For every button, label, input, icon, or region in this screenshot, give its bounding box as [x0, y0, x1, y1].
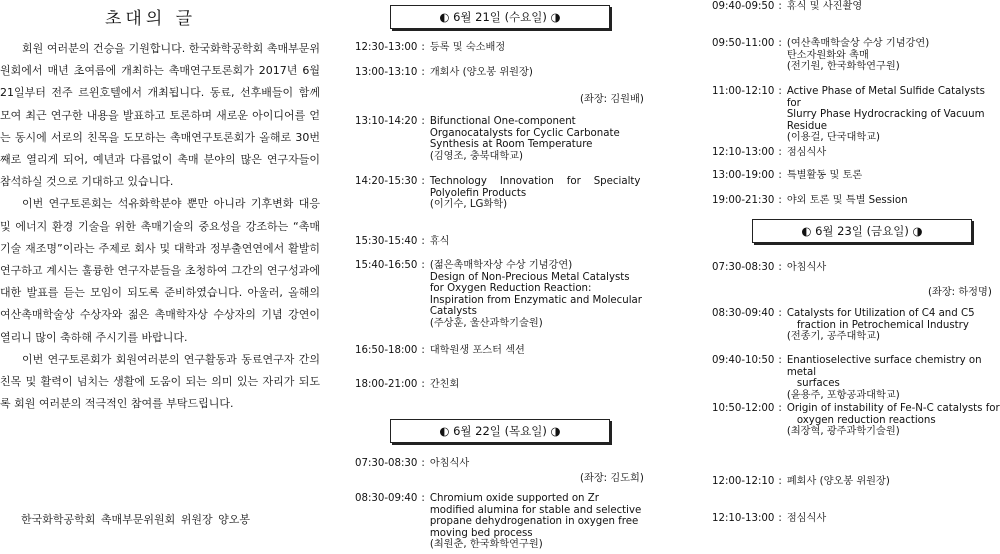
schedule-row: 18:00-21:00 : 간친회: [355, 379, 460, 390]
schedule-row: 09:40-09:50 : 휴식 및 사진촬영: [712, 1, 863, 12]
session-chair: (좌장: 김도희): [580, 473, 644, 484]
row-text: for Oxygen Reduction Reaction:: [429, 283, 592, 294]
row-time: 15:40-16:50: [355, 260, 418, 271]
schedule-row: 14:20-15:30 : Technology Innovation for Specialty Polyolefin Products (이기수, LG화학): [355, 176, 652, 211]
row-text: 휴식: [429, 236, 450, 247]
row-text: Technology Innovation for Specialty: [429, 176, 641, 187]
row-time: 07:30-08:30: [712, 262, 775, 273]
invitation-paragraph-2: 이번 연구토론회는 석유화학분야 뿐만 아니라 기후변화 대응 및 에너지 환경 기술을 위한 촉매기술의 중요성을 강조하는 “촉매기술 재조명”이라는 주제로 회사 및 대학과 정부출연연에서 활발히 연구하고 계시는 훌륭한 연구자분들을 초청하여 그간의 연구성과에 대한 발표를 듣는 모임이 되도록 준비하였습니다. 아울러, 올해의 여산촉매학술상 수상자와 젊은 촉매학자상 수상자의 기념 강연이 열리니 많이 축하해 주시기를 바랍니다.: [0, 197, 320, 344]
row-text: 아침식사: [786, 262, 827, 273]
row-time: 12:10-13:00: [712, 147, 775, 158]
row-text: 폐회사 (양오봉 위원장): [786, 476, 890, 487]
schedule-row: 08:30-09:40 : Chromium oxide supported on Zr modified alumina for stable and selective propane dehydrogenation in oxygen free moving bed process (최원춘, 한국화학연구원): [355, 493, 642, 550]
row-time: 10:50-12:00: [712, 403, 775, 414]
row-text: 등록 및 숙소배정: [429, 42, 506, 53]
row-text: Chromium oxide supported on Zr: [429, 493, 599, 504]
row-text: 아침식사: [429, 458, 470, 469]
row-time: 09:40-10:50: [712, 355, 775, 366]
row-time: 19:00-21:30: [712, 195, 775, 206]
row-text: oxygen reduction reactions: [796, 414, 936, 426]
row-text: 대학원생 포스터 섹션: [429, 345, 525, 356]
row-text: Enantioselective surface chemistry on metal: [786, 355, 982, 378]
row-time: 08:30-09:40: [712, 308, 775, 319]
row-text: 야외 토론 및 특별 Session: [786, 195, 908, 206]
invitation-body: [0, 38, 320, 415]
row-text: (이용걸, 단국대학교): [786, 132, 880, 143]
invitation-paragraph-1: 회원 여러분의 건승을 기원합니다. 한국화학공학회 촉매부문위원회에서 매년 초여름에 개최하는 촉매연구토론회가 2017년 6월 21일부터 전주 르윈호텔에서 개최됩니다. 동료, 선후배들이 함께 모여 최근 연구한 내용을 발표하고 토론하며 새로운 아이디어를 얻는 동시에 서로의 친목을 도모하는 촉매연구토론회가 올해로 30번째로 열리게 되어, 예년과 다름없이 촉매 분야의 많은 연구자들이 참석하실 것으로 기대하고 있습니다.: [0, 42, 320, 189]
row-time: 12:00-12:10: [712, 476, 775, 487]
row-text: Polyolefin Products: [429, 187, 527, 199]
row-time: 09:40-09:50: [712, 1, 775, 12]
row-text: 개회사 (양오봉 위원장): [429, 67, 533, 78]
schedule-row: 15:40-16:50 : (젊은촉매학자상 수상 기념강연) Design of Non-Precious Metal Catalysts for Oxygen Reduction Reaction: Inspiration from Enzymatic and Molecular Catalysts (주상훈, 울산과학기술원): [355, 260, 642, 329]
schedule-row: 12:10-13:00 : 점심식사: [712, 513, 827, 524]
row-text: Design of Non-Precious Metal Catalysts: [429, 271, 630, 283]
row-time: 18:00-21:00: [355, 379, 418, 390]
day2-header: ◐ 6월 22일 (목요일) ◑: [390, 419, 610, 443]
row-text: Residue: [786, 120, 828, 132]
row-text: (최원춘, 한국화학연구원): [429, 539, 543, 550]
row-text: (주상훈, 울산과학기술원): [429, 317, 543, 329]
row-text: propane dehydrogenation in oxygen free: [429, 516, 639, 527]
row-text: Catalysts for Utilization of C4 and C5: [786, 308, 975, 319]
schedule-row: 12:00-12:10 : 폐회사 (양오봉 위원장): [712, 476, 890, 487]
invitation-paragraph-3: 이번 연구토론회가 회원여러분의 연구활동과 동료연구자 간의 친목 및 활력이 넘치는 생활에 도움이 되는 의미 있는 자리가 되도록 회원 여러분의 적극적인 참여를 부탁드립니다.: [0, 352, 320, 411]
schedule-row: 07:30-08:30 : 아침식사: [355, 458, 470, 469]
row-text: (전종기, 공주대학교): [786, 331, 880, 342]
row-text: surfaces: [796, 378, 840, 389]
row-text: 간친회: [429, 379, 460, 390]
row-text: Slurry Phase Hydrocracking of Vacuum: [786, 109, 985, 120]
row-text: (젊은촉매학자상 수상 기념강연): [429, 260, 573, 271]
row-text: 탄소자원화와 촉매: [786, 49, 869, 61]
row-text: (이기수, LG화학): [429, 199, 508, 210]
row-time: 07:30-08:30: [355, 458, 418, 469]
row-text: 특별활동 및 토론: [786, 170, 863, 181]
row-time: 13:00-19:00: [712, 170, 775, 181]
row-time: 13:00-13:10: [355, 67, 418, 78]
schedule-row: 16:50-18:00 : 대학원생 포스터 섹션: [355, 345, 525, 356]
day3-header: ◐ 6월 23일 (금요일) ◑: [752, 219, 972, 243]
schedule-row: 07:30-08:30 : 아침식사: [712, 262, 827, 273]
schedule-row: 10:50-12:00 : Origin of instability of Fe-N-C catalysts for oxygen reduction reactions (최장혁, 광주과학기술원): [712, 403, 1000, 437]
schedule-row: 08:30-09:40 : Catalysts for Utilization of C4 and C5 fraction in Petrochemical Industry (전종기, 공주대학교): [712, 308, 1000, 343]
schedule-row: 13:10-14:20 : Bifunctional One-component Organocatalysts for Cyclic Carbonate Synthesis at Room Temperature (김영조, 충북대학교): [355, 116, 620, 162]
schedule-row: 19:00-21:30 : 야외 토론 및 특별 Session: [712, 195, 908, 206]
row-text: Active Phase of Metal Sulfide Catalysts for: [786, 86, 985, 109]
signature: 한국화학공학회 촉매부문위원회 위원장 양오봉: [21, 513, 251, 526]
schedule-row: 15:30-15:40 : 휴식: [355, 236, 450, 247]
row-time: 12:30-13:00: [355, 42, 418, 53]
session-chair: (좌장: 하정명): [928, 287, 992, 298]
row-time: 11:00-12:10: [712, 86, 775, 97]
row-time: 14:20-15:30: [355, 176, 418, 187]
row-time: 13:10-14:20: [355, 116, 418, 127]
schedule-row: 13:00-19:00 : 특별활동 및 토론: [712, 170, 863, 181]
schedule-row: 11:00-12:10 : Active Phase of Metal Sulfide Catalysts for Slurry Phase Hydrocracking of Vacuum Residue (이용걸, 단국대학교): [712, 86, 1000, 144]
row-time: 16:50-18:00: [355, 345, 418, 356]
row-text: (최장혁, 광주과학기술원): [786, 426, 900, 437]
row-text: moving bed process: [429, 527, 533, 539]
schedule-row: 09:50-11:00 : (여산촉매학술상 수상 기념강연) 탄소자원화와 촉매 (전기원, 한국화학연구원): [712, 38, 930, 72]
row-text: (김영조, 충북대학교): [429, 150, 523, 162]
row-text: Organocatalysts for Cyclic Carbonate: [429, 127, 620, 139]
row-text: Origin of instability of Fe-N-C catalysts for: [786, 403, 1000, 414]
row-text: (전기원, 한국화학연구원): [786, 61, 900, 72]
day1-header: ◐ 6월 21일 (수요일) ◑: [390, 5, 610, 29]
row-text: (윤용주, 포항공과대학교): [786, 389, 900, 401]
invitation-title: 초대의 글: [105, 9, 197, 29]
row-text: 점심식사: [786, 513, 827, 524]
row-text: modified alumina for stable and selective: [429, 504, 642, 516]
row-text: fraction in Petrochemical Industry: [796, 319, 969, 331]
schedule-row: 12:10-13:00 : 점심식사: [712, 147, 827, 158]
row-text: Synthesis at Room Temperature: [429, 139, 593, 150]
row-text: Catalysts: [429, 306, 477, 317]
row-text: Bifunctional One-component: [429, 116, 576, 127]
schedule-row: 12:30-13:00 : 등록 및 숙소배정: [355, 42, 506, 53]
row-time: 08:30-09:40: [355, 493, 418, 504]
schedule-row: 09:40-10:50 : Enantioselective surface chemistry on metal surfaces (윤용주, 포항공과대학교): [712, 355, 1000, 401]
session-chair: (좌장: 김원배): [580, 94, 644, 105]
row-text: (여산촉매학술상 수상 기념강연): [786, 38, 930, 49]
row-text: 점심식사: [786, 147, 827, 158]
row-time: 09:50-11:00: [712, 38, 775, 49]
row-time: 15:30-15:40: [355, 236, 418, 247]
row-text: 휴식 및 사진촬영: [786, 1, 863, 12]
row-text: Inspiration from Enzymatic and Molecular: [429, 294, 642, 306]
schedule-row: 13:00-13:10 : 개회사 (양오봉 위원장): [355, 67, 533, 78]
row-time: 12:10-13:00: [712, 513, 775, 524]
